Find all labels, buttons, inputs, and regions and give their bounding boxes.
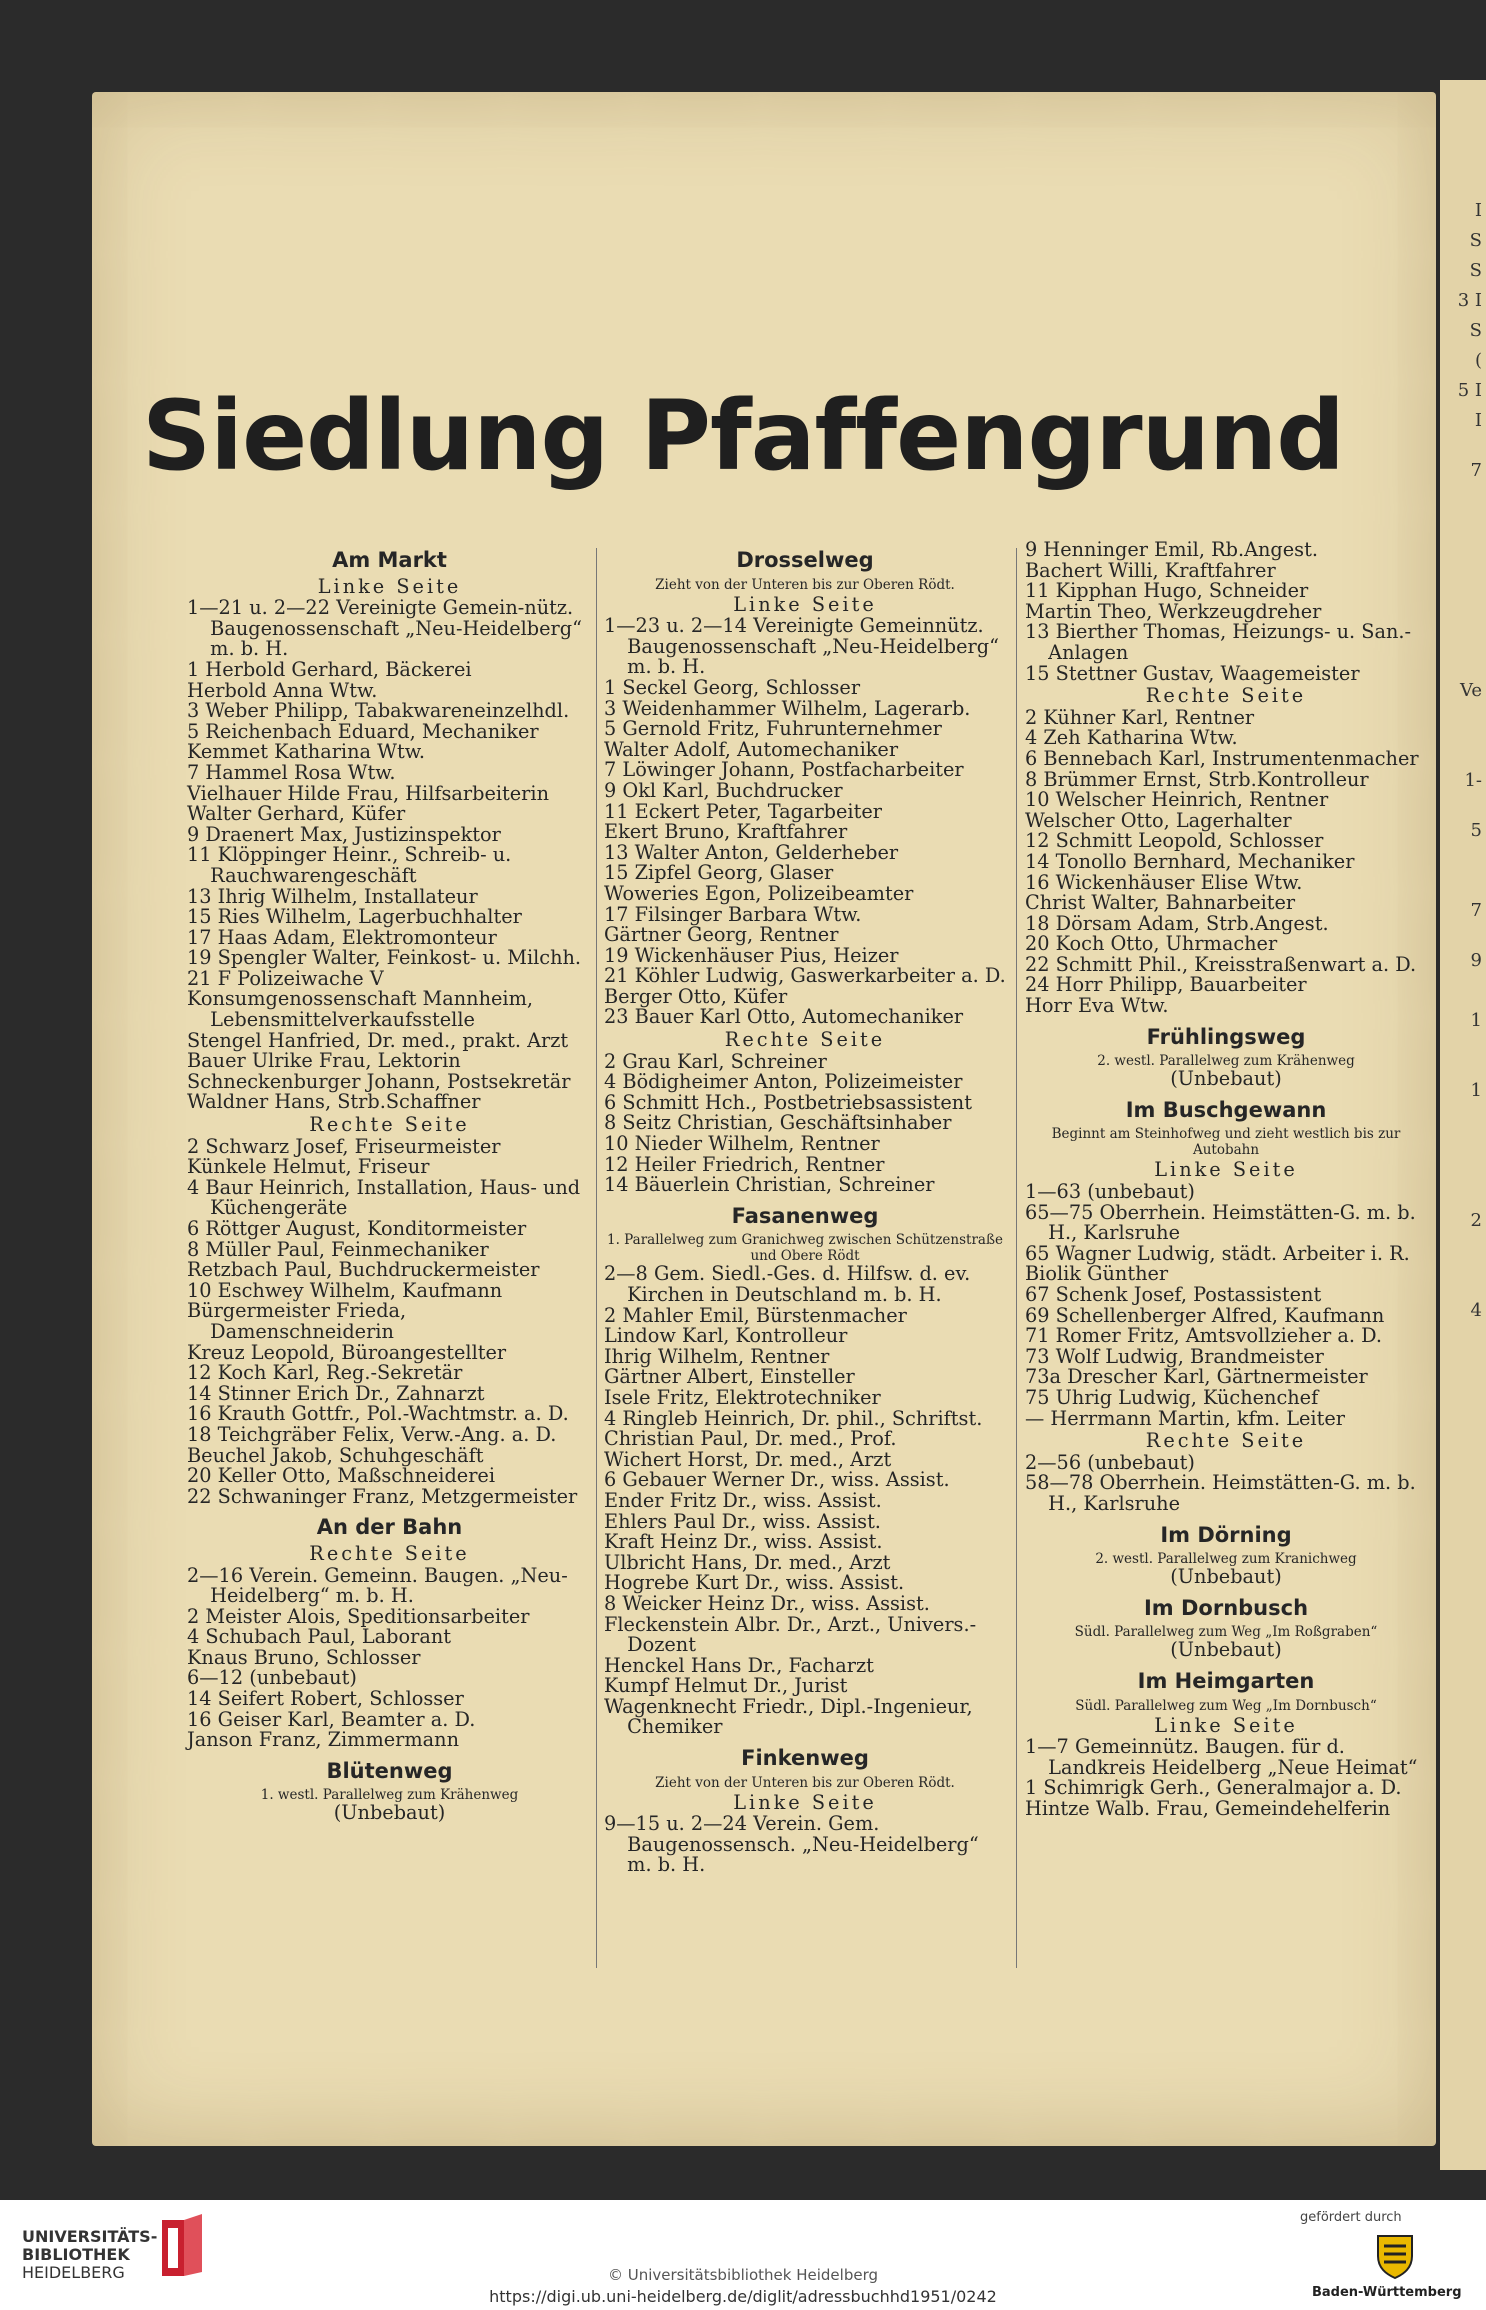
unbuilt-label: (Unbebaut) <box>1170 1565 1282 1589</box>
directory-entry: 14 Bäuerlein Christian, Schreiner <box>604 1173 935 1197</box>
adjacent-page-fragment: I <box>1474 410 1482 431</box>
street-note: Südl. Parallelweg zum Weg „Im Roßgraben“ <box>1074 1624 1378 1641</box>
directory-entry: 1—21 u. 2—22 Vereinigte Gemein-nütz. Baugenossenschaft „Neu-Heidelberg“ m. b. H. <box>187 596 582 661</box>
adjacent-page-fragment: S <box>1469 260 1482 281</box>
directory-entry: 2—8 Gem. Siedl.-Ges. d. Hilfsw. d. ev. Kirchen in Deutschland m. b. H. <box>604 1262 971 1306</box>
library-name-line1: UNIVERSITÄTS- <box>22 2227 158 2246</box>
adjacent-page-fragment: S <box>1469 320 1482 341</box>
directory-entry: Ulbricht Hans, Dr. med., Arzt <box>604 1550 891 1574</box>
directory-entry: 14 Seifert Robert, Schlosser <box>187 1687 464 1711</box>
directory-entry: 9—15 u. 2—24 Verein. Gem. Baugenossensch. „Neu-Heidelberg“ m. b. H. <box>604 1812 979 1877</box>
street-note: 2. westl. Parallelweg zum Kranichweg <box>1095 1551 1357 1568</box>
directory-entry: 18 Teichgräber Felix, Verw.-Ang. a. D. <box>187 1422 557 1446</box>
directory-entry: Christ Walter, Bahnarbeiter <box>1025 891 1296 915</box>
adjacent-page-fragment: 1 <box>1470 1010 1482 1031</box>
directory-entry: 20 Koch Otto, Uhrmacher <box>1025 932 1278 956</box>
directory-entry: — Herrmann Martin, kfm. Leiter <box>1025 1406 1345 1430</box>
street-note: 2. westl. Parallelweg zum Krähenweg <box>1097 1053 1355 1070</box>
street-heading: Im Dörning <box>1160 1522 1292 1547</box>
directory-entry: Lindow Karl, Kontrolleur <box>604 1324 848 1348</box>
unbuilt-label: (Unbebaut) <box>1170 1067 1282 1091</box>
directory-entry: Ender Fritz Dr., wiss. Assist. <box>604 1488 882 1512</box>
directory-entry: 6 Gebauer Werner Dr., wiss. Assist. <box>604 1468 950 1492</box>
directory-entry: 6 Röttger August, Konditormeister <box>187 1217 527 1240</box>
side-label: Linke Seite <box>733 592 877 616</box>
directory-entry: 14 Stinner Erich Dr., Zahnarzt <box>187 1381 485 1405</box>
directory-entry: Gärtner Albert, Einsteller <box>604 1365 855 1389</box>
directory-entry: Ihrig Wilhelm, Rentner <box>604 1344 830 1368</box>
directory-entry: 16 Geiser Karl, Beamter a. D. <box>187 1707 476 1731</box>
directory-entry: 24 Horr Philipp, Bauarbeiter <box>1025 973 1307 997</box>
adjacent-page-fragment: 7 <box>1470 900 1482 921</box>
adjacent-page-fragment: 2 <box>1470 1210 1482 1231</box>
directory-entry: Vielhauer Hilde Frau, Hilfsarbeiterin <box>187 781 549 805</box>
directory-entry: 12 Heiler Friedrich, Rentner <box>604 1152 885 1176</box>
directory-entry: Christian Paul, Dr. med., Prof. <box>604 1427 897 1451</box>
street-note: 1. westl. Parallelweg zum Krähenweg <box>260 1787 519 1804</box>
directory-entry: Walter Adolf, Automechaniker <box>604 737 899 761</box>
directory-entry: Ekert Bruno, Kraftfahrer <box>604 820 848 844</box>
directory-entry: 58—78 Oberrhein. Heimstätten-G. m. b. H., Karlsruhe <box>1025 1471 1416 1515</box>
funded-by-label: gefördert durch <box>1300 2210 1402 2225</box>
directory-entry: Kumpf Helmut Dr., Jurist <box>604 1674 848 1698</box>
directory-entry: 4 Bödigheimer Anton, Polizeimeister <box>604 1070 963 1094</box>
directory-entry: 15 Ries Wilhelm, Lagerbuchhalter <box>187 905 522 929</box>
column-left <box>187 540 592 1824</box>
permalink-url[interactable]: https://digi.ub.uni-heidelberg.de/diglit/adressbuchhd1951/0242 <box>489 2287 997 2306</box>
directory-entry: 22 Schmitt Phil., Kreisstraßenwart a. D. <box>1025 952 1417 976</box>
adjacent-page-fragment: 1 <box>1470 1080 1482 1101</box>
side-label: Rechte Seite <box>309 1541 470 1565</box>
directory-entry: 2 Kühner Karl, Rentner <box>1025 705 1255 729</box>
column-middle <box>604 540 1006 1876</box>
coat-of-arms-icon <box>1370 2230 1420 2280</box>
adjacent-page-fragment: ( <box>1474 350 1482 371</box>
adjacent-page-fragment: 9 <box>1470 950 1482 971</box>
directory-entry: 4 Ringleb Heinrich, Dr. phil., Schriftst. <box>604 1406 983 1430</box>
copyright-notice: © Universitätsbibliothek Heidelberg <box>607 2266 878 2284</box>
directory-entry: 14 Tonollo Bernhard, Mechaniker <box>1025 849 1355 873</box>
street-heading: Blütenweg <box>326 1758 453 1783</box>
adjacent-page-fragment: 5 I <box>1457 380 1482 401</box>
street-note: 1. Parallelweg zum Granichweg zwischen Schützenstraße und Obere Rödt <box>607 1232 1003 1265</box>
side-label: Rechte Seite <box>724 1028 886 1052</box>
directory-entry: 20 Keller Otto, Maßschneiderei <box>187 1464 495 1488</box>
column-divider <box>1016 548 1017 1968</box>
directory-entry: Walter Gerhard, Küfer <box>187 802 406 826</box>
adjacent-page-fragment: 3 I <box>1457 290 1482 311</box>
directory-entry: 7 Hammel Rosa Wtw. <box>187 760 396 784</box>
side-label: Linke Seite <box>317 574 462 598</box>
directory-entry: Bürgermeister Frieda, Damenschneiderin <box>187 1299 407 1343</box>
adjacent-page-fragment: 4 <box>1470 1300 1482 1321</box>
directory-entry: Ehlers Paul Dr., wiss. Assist. <box>604 1509 881 1533</box>
directory-entry: Retzbach Paul, Buchdruckermeister <box>187 1258 540 1282</box>
directory-entry: 8 Müller Paul, Feinmechaniker <box>187 1237 489 1261</box>
directory-entry: 9 Okl Karl, Buchdrucker <box>604 778 843 802</box>
directory-entry: 65—75 Oberrhein. Heimstätten-G. m. b. H., Karlsruhe <box>1025 1200 1416 1245</box>
directory-entry: 22 Schwaninger Franz, Metzgermeister <box>187 1484 578 1508</box>
directory-entry: Woweries Egon, Polizeibeamter <box>604 881 914 905</box>
directory-entry: 2—16 Verein. Gemeinn. Baugen. „Neu-Heidelberg“ m. b. H. <box>187 1563 568 1608</box>
directory-entry: 65 Wagner Ludwig, städt. Arbeiter i. R. <box>1025 1241 1410 1265</box>
directory-entry: Gärtner Georg, Rentner <box>604 923 839 947</box>
directory-entry: 4 Baur Heinrich, Installation, Haus- und Küchengeräte <box>187 1175 581 1220</box>
adjacent-page-fragment: 7 <box>1470 460 1482 481</box>
directory-entry: 1 Herbold Gerhard, Bäckerei <box>187 657 472 681</box>
directory-entry: Berger Otto, Küfer <box>604 984 788 1008</box>
column-divider <box>596 548 597 1968</box>
street-heading: Finkenweg <box>741 1746 869 1771</box>
directory-entry: Wichert Horst, Dr. med., Arzt <box>604 1447 892 1471</box>
adjacent-page-fragment: S <box>1469 230 1482 251</box>
directory-entry: 19 Wickenhäuser Pius, Heizer <box>604 943 899 967</box>
directory-entry: 1—7 Gemeinnütz. Baugen. für d. Landkreis Heidelberg „Neue Heimat“ <box>1025 1735 1418 1779</box>
directory-entry: 12 Koch Karl, Reg.-Sekretär <box>187 1361 463 1385</box>
directory-entry: Künkele Helmut, Friseur <box>187 1155 430 1179</box>
directory-entry: Konsumgenossenschaft Mannheim, Lebensmittelverkaufsstelle <box>187 987 534 1032</box>
directory-entry: Biolik Günther <box>1025 1262 1169 1286</box>
directory-entry: 69 Schellenberger Alfred, Kaufmann <box>1025 1303 1385 1327</box>
street-heading: Am Markt <box>332 548 447 572</box>
directory-entry: 18 Dörsam Adam, Strb.Angest. <box>1025 911 1329 935</box>
side-label: Linke Seite <box>1154 1713 1298 1737</box>
directory-entry: 8 Seitz Christian, Geschäftsinhaber <box>604 1111 952 1135</box>
directory-entry: 21 F Polizeiwache V <box>187 966 384 990</box>
directory-entry: 2 Mahler Emil, Bürstenmacher <box>604 1303 907 1327</box>
directory-entry: 19 Spengler Walter, Feinkost- u. Milchh. <box>187 946 582 970</box>
side-label: Linke Seite <box>733 1790 877 1814</box>
directory-entry: 2 Meister Alois, Speditionsarbeiter <box>187 1604 530 1628</box>
directory-entry: 13 Walter Anton, Gelderheber <box>604 840 899 864</box>
street-heading: Im Buschgewann <box>1125 1097 1327 1122</box>
directory-entry: 21 Köhler Ludwig, Gaswerkarbeiter a. D. <box>604 964 1006 988</box>
directory-entry: 10 Welscher Heinrich, Rentner <box>1025 788 1329 812</box>
side-label: Linke Seite <box>1154 1158 1298 1182</box>
directory-entry: Janson Franz, Zimmermann <box>187 1728 459 1752</box>
directory-entry: 13 Ihrig Wilhelm, Installateur <box>187 884 478 908</box>
directory-entry: 10 Eschwey Wilhelm, Kaufmann <box>187 1278 503 1302</box>
directory-entry: 2 Grau Karl, Schreiner <box>604 1049 827 1073</box>
directory-entry: 5 Reichenbach Eduard, Mechaniker <box>187 719 539 743</box>
directory-entry: 6 Bennebach Karl, Instrumentenmacher <box>1025 746 1419 770</box>
street-note: Zieht von der Unteren bis zur Oberen Rödt. <box>655 576 955 593</box>
directory-entry: 11 Kipphan Hugo, Schneider <box>1025 579 1309 603</box>
directory-entry: 1 Seckel Georg, Schlosser <box>604 675 861 699</box>
viewer-footer <box>0 2200 1486 2310</box>
directory-entry: Wagenknecht Friedr., Dipl.-Ingenieur, Chemiker <box>604 1694 973 1739</box>
street-note: Zieht von der Unteren bis zur Oberen Rödt. <box>655 1774 955 1791</box>
directory-entry: Knaus Bruno, Schlosser <box>187 1645 421 1669</box>
adjacent-page-fragment: Ve <box>1460 680 1482 701</box>
directory-entry: 6—12 (unbebaut) <box>187 1666 357 1690</box>
directory-entry: 4 Zeh Katharina Wtw. <box>1025 726 1238 750</box>
side-label: Rechte Seite <box>1145 684 1307 708</box>
directory-entry: 1—63 (unbebaut) <box>1025 1180 1195 1204</box>
directory-entry: 12 Schmitt Leopold, Schlosser <box>1025 829 1324 853</box>
unbuilt-label: (Unbebaut) <box>333 1801 446 1825</box>
directory-entry: 7 Löwinger Johann, Postfacharbeiter <box>604 758 964 782</box>
directory-entry: Isele Fritz, Elektrotechniker <box>604 1385 881 1409</box>
directory-entry: 71 Romer Fritz, Amtsvollzieher a. D. <box>1025 1324 1383 1348</box>
directory-entry: 11 Klöppinger Heinr., Schreib- u. Rauchwarengeschäft <box>187 843 512 887</box>
directory-entry: 10 Nieder Wilhelm, Rentner <box>604 1132 880 1156</box>
directory-entry: 6 Schmitt Hch., Postbetriebsassistent <box>604 1090 972 1114</box>
directory-entry: 67 Schenk Josef, Postassistent <box>1025 1283 1322 1306</box>
directory-entry: Kemmet Katharina Wtw. <box>187 740 426 764</box>
adjacent-page-fragment: 1- <box>1464 770 1482 791</box>
directory-entry: 11 Eckert Peter, Tagarbeiter <box>604 799 882 823</box>
street-heading: Fasanenweg <box>731 1203 879 1228</box>
directory-entry: Stengel Hanfried, Dr. med., prakt. Arzt <box>187 1028 569 1052</box>
directory-entry: 1 Schimrigk Gerh., Generalmajor a. D. <box>1025 1776 1402 1800</box>
directory-entry: 15 Zipfel Georg, Glaser <box>604 861 834 885</box>
side-label: Rechte Seite <box>309 1113 470 1137</box>
street-heading: Im Heimgarten <box>1137 1668 1315 1693</box>
directory-entry: Henckel Hans Dr., Facharzt <box>604 1653 874 1677</box>
directory-entry: 3 Weidenhammer Wilhelm, Lagerarb. <box>604 696 971 720</box>
directory-entry: 1—23 u. 2—14 Vereinigte Gemeinnütz. Baugenossenschaft „Neu-Heidelberg“ m. b. H. <box>604 614 999 679</box>
directory-entry: 23 Bauer Karl Otto, Automechaniker <box>604 1005 964 1029</box>
directory-entry: 2—56 (unbebaut) <box>1025 1450 1195 1474</box>
directory-entry: Kraft Heinz Dr., wiss. Assist. <box>604 1530 883 1554</box>
directory-entry: 9 Henninger Emil, Rb.Angest. <box>1025 538 1318 561</box>
column-right <box>1025 540 1427 1819</box>
directory-entry: Bauer Ulrike Frau, Lektorin <box>187 1049 461 1073</box>
page-title: Siedlung Pfaffengrund <box>142 380 1344 492</box>
street-heading: An der Bahn <box>316 1515 463 1540</box>
directory-entry: Schneckenburger Johann, Postsekretär <box>187 1069 571 1093</box>
street-heading: Im Dornbusch <box>1143 1595 1309 1620</box>
directory-entry: 13 Bierther Thomas, Heizungs- u. San.-Anlagen <box>1025 620 1412 664</box>
directory-entry: 8 Brümmer Ernst, Strb.Kontrolleur <box>1025 767 1369 791</box>
directory-entry: 15 Stettner Gustav, Waagemeister <box>1025 661 1360 685</box>
directory-entry: Herbold Anna Wtw. <box>187 678 378 702</box>
directory-entry: Kreuz Leopold, Büroangestellter <box>187 1340 507 1364</box>
directory-entry: 5 Gernold Fritz, Fuhrunternehmer <box>604 717 942 741</box>
directory-entry: 17 Filsinger Barbara Wtw. <box>604 902 862 926</box>
directory-entry: Fleckenstein Albr. Dr., Arzt., Univers.-Dozent <box>604 1612 977 1657</box>
directory-entry: 16 Krauth Gottfr., Pol.-Wachtmstr. a. D. <box>187 1402 569 1426</box>
library-name-line2: BIBLIOTHEK <box>22 2245 130 2264</box>
directory-entry: Waldner Hans, Strb.Schaffner <box>187 1090 481 1114</box>
street-note: Beginnt am Steinhofweg und zieht westlich bis zur Autobahn <box>1051 1126 1401 1159</box>
library-name-line3: HEIDELBERG <box>22 2263 125 2282</box>
directory-entry: 2 Schwarz Josef, Friseurmeister <box>187 1134 501 1158</box>
street-heading: Frühlingsweg <box>1146 1024 1306 1049</box>
directory-entry: 73a Drescher Karl, Gärtnermeister <box>1025 1365 1368 1389</box>
directory-entry: Martin Theo, Werkzeugdreher <box>1025 599 1322 623</box>
side-label: Rechte Seite <box>1145 1429 1307 1453</box>
directory-entry: Bachert Willi, Kraftfahrer <box>1025 558 1276 582</box>
directory-entry: 75 Uhrig Ludwig, Küchenchef <box>1025 1385 1319 1409</box>
directory-entry: 4 Schubach Paul, Laborant <box>187 1625 451 1649</box>
directory-entry: 16 Wickenhäuser Elise Wtw. <box>1025 870 1303 894</box>
adjacent-page-fragment: 5 <box>1470 820 1482 841</box>
directory-entry: Hintze Walb. Frau, Gemeindehelferin <box>1025 1796 1391 1820</box>
directory-entry: Welscher Otto, Lagerhalter <box>1025 808 1292 832</box>
directory-entry: Hogrebe Kurt Dr., wiss. Assist. <box>604 1571 905 1595</box>
directory-entry: 3 Weber Philipp, Tabakwareneinzelhdl. <box>187 699 570 723</box>
directory-entry: 17 Haas Adam, Elektromonteur <box>187 925 497 949</box>
directory-entry: Horr Eva Wtw. <box>1025 994 1169 1018</box>
funder-name: Baden-Württemberg <box>1312 2285 1462 2300</box>
directory-entry: 9 Draenert Max, Justizinspektor <box>187 822 501 846</box>
street-note: Südl. Parallelweg zum Weg „Im Dornbusch“ <box>1075 1697 1377 1714</box>
directory-entry: 8 Weicker Heinz Dr., wiss. Assist. <box>604 1591 930 1615</box>
street-heading: Drosselweg <box>736 548 874 572</box>
directory-entry: Beuchel Jakob, Schuhgeschäft <box>187 1443 484 1467</box>
adjacent-page-fragment: I <box>1474 200 1482 221</box>
unbuilt-label: (Unbebaut) <box>1170 1638 1282 1662</box>
directory-entry: 73 Wolf Ludwig, Brandmeister <box>1025 1344 1324 1368</box>
